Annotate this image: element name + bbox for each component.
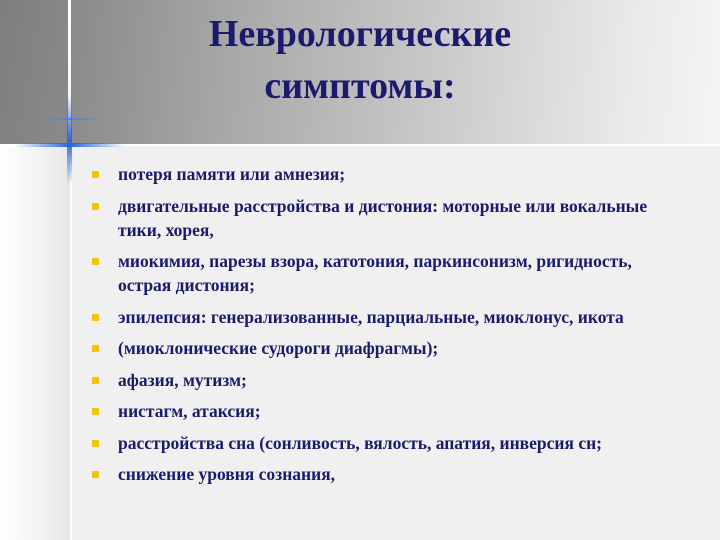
- list-item: [92, 305, 682, 329]
- bullet-icon: [92, 440, 99, 447]
- list-item-text: эпилепсия: генерализованные, парциальные, миоклонус, икота: [118, 306, 624, 327]
- sparkle-decoration-small: [40, 118, 100, 120]
- list-item: [92, 249, 682, 297]
- sparkle-decoration-horizontal: [15, 143, 125, 147]
- symptom-list: [92, 162, 682, 494]
- list-item-text: миокимия, парезы взора, катотония, паркинсонизм, ригидность, острая дистония;: [118, 251, 632, 295]
- list-item: [92, 399, 682, 423]
- list-item: [92, 462, 682, 486]
- bullet-icon: [92, 471, 99, 478]
- bullet-icon: [92, 314, 99, 321]
- bullet-icon: [92, 377, 99, 384]
- list-item-text: нистагм, атаксия;: [118, 401, 261, 421]
- slide-title-line1: Неврологические: [208, 13, 512, 55]
- bullet-icon: [92, 258, 99, 265]
- list-item: [92, 368, 682, 392]
- list-item: [92, 194, 682, 242]
- list-item-text: расстройства сна (сонливость, вялость, апатия, инверсия сн;: [118, 432, 602, 453]
- list-item: [92, 431, 682, 455]
- bullet-icon: [92, 203, 99, 210]
- bullet-icon: [92, 171, 99, 178]
- list-item-text: двигательные расстройства и дистония: моторные или вокальные тики, хорея,: [118, 195, 648, 240]
- list-item: [92, 162, 682, 186]
- list-item-text: снижение уровня сознания,: [118, 464, 336, 484]
- bullet-icon: [92, 345, 99, 352]
- list-item-text: афазия, мутизм;: [118, 369, 247, 390]
- slide-title-line2: симптомы:: [264, 65, 456, 107]
- bullet-icon: [92, 408, 99, 415]
- list-item-text: (миоклонические судороги диафрагмы);: [118, 338, 439, 358]
- list-item: [92, 336, 682, 360]
- slide-title: [72, 8, 648, 112]
- list-item-text: потеря памяти или амнезия;: [118, 164, 346, 184]
